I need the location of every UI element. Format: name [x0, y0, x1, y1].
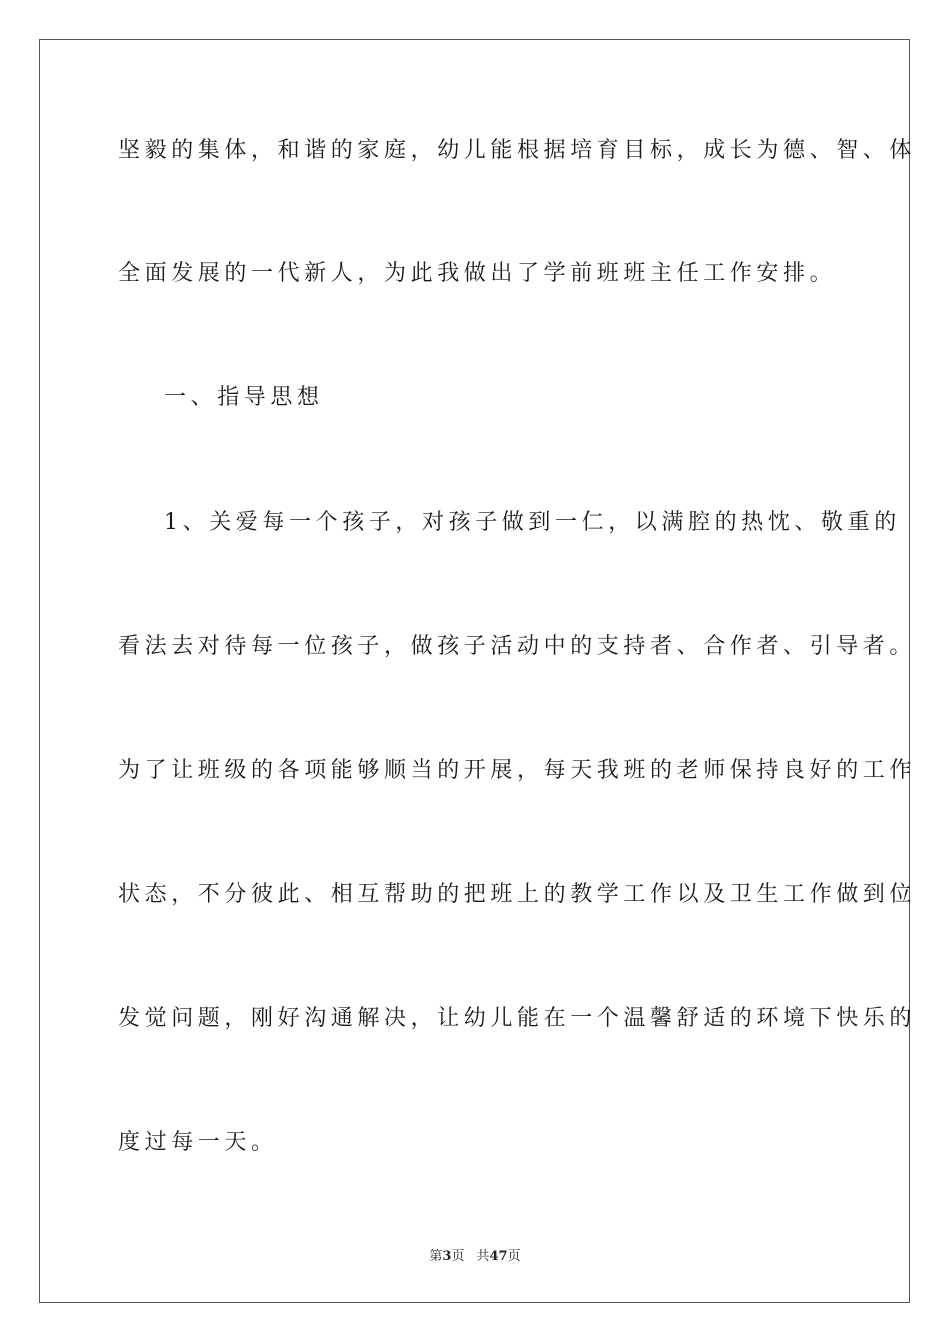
page-footer [0, 1248, 950, 1266]
total-prefix: 共 [476, 1249, 490, 1264]
paragraph-line-3: 1、关爱每一个孩子，对孩子做到一仁，以满腔的热忱、敬重的 [164, 510, 901, 535]
paragraph-line-4: 看法去对待每一位孩子，做孩子活动中的支持者、合作者、引导者。 [118, 634, 917, 659]
paragraph-line-1: 坚毅的集体，和谐的家庭，幼儿能根据培育目标，成长为德、智、体 [118, 138, 917, 163]
total-suffix: 页 [507, 1249, 521, 1264]
paragraph-line-7: 发觉问题，刚好沟通解决，让幼儿能在一个温馨舒适的环境下快乐的 [118, 1006, 917, 1031]
total-pages: 47 [489, 1249, 508, 1264]
paragraph-line-2: 全面发展的一代新人，为此我做出了学前班班主任工作安排。 [118, 261, 837, 286]
page-number: 3 [442, 1249, 452, 1264]
page-suffix: 页 [451, 1249, 465, 1264]
section-heading: 一、指导思想 [164, 385, 324, 410]
paragraph-line-5: 为了让班级的各项能够顺当的开展，每天我班的老师保持良好的工作 [118, 758, 917, 783]
paragraph-line-8: 度过每一天。 [118, 1130, 278, 1155]
page-prefix: 第 [429, 1249, 443, 1264]
page-border [39, 39, 917, 1303]
paragraph-line-6: 状态，不分彼此、相互帮助的把班上的教学工作以及卫生工作做到位 [118, 882, 917, 907]
